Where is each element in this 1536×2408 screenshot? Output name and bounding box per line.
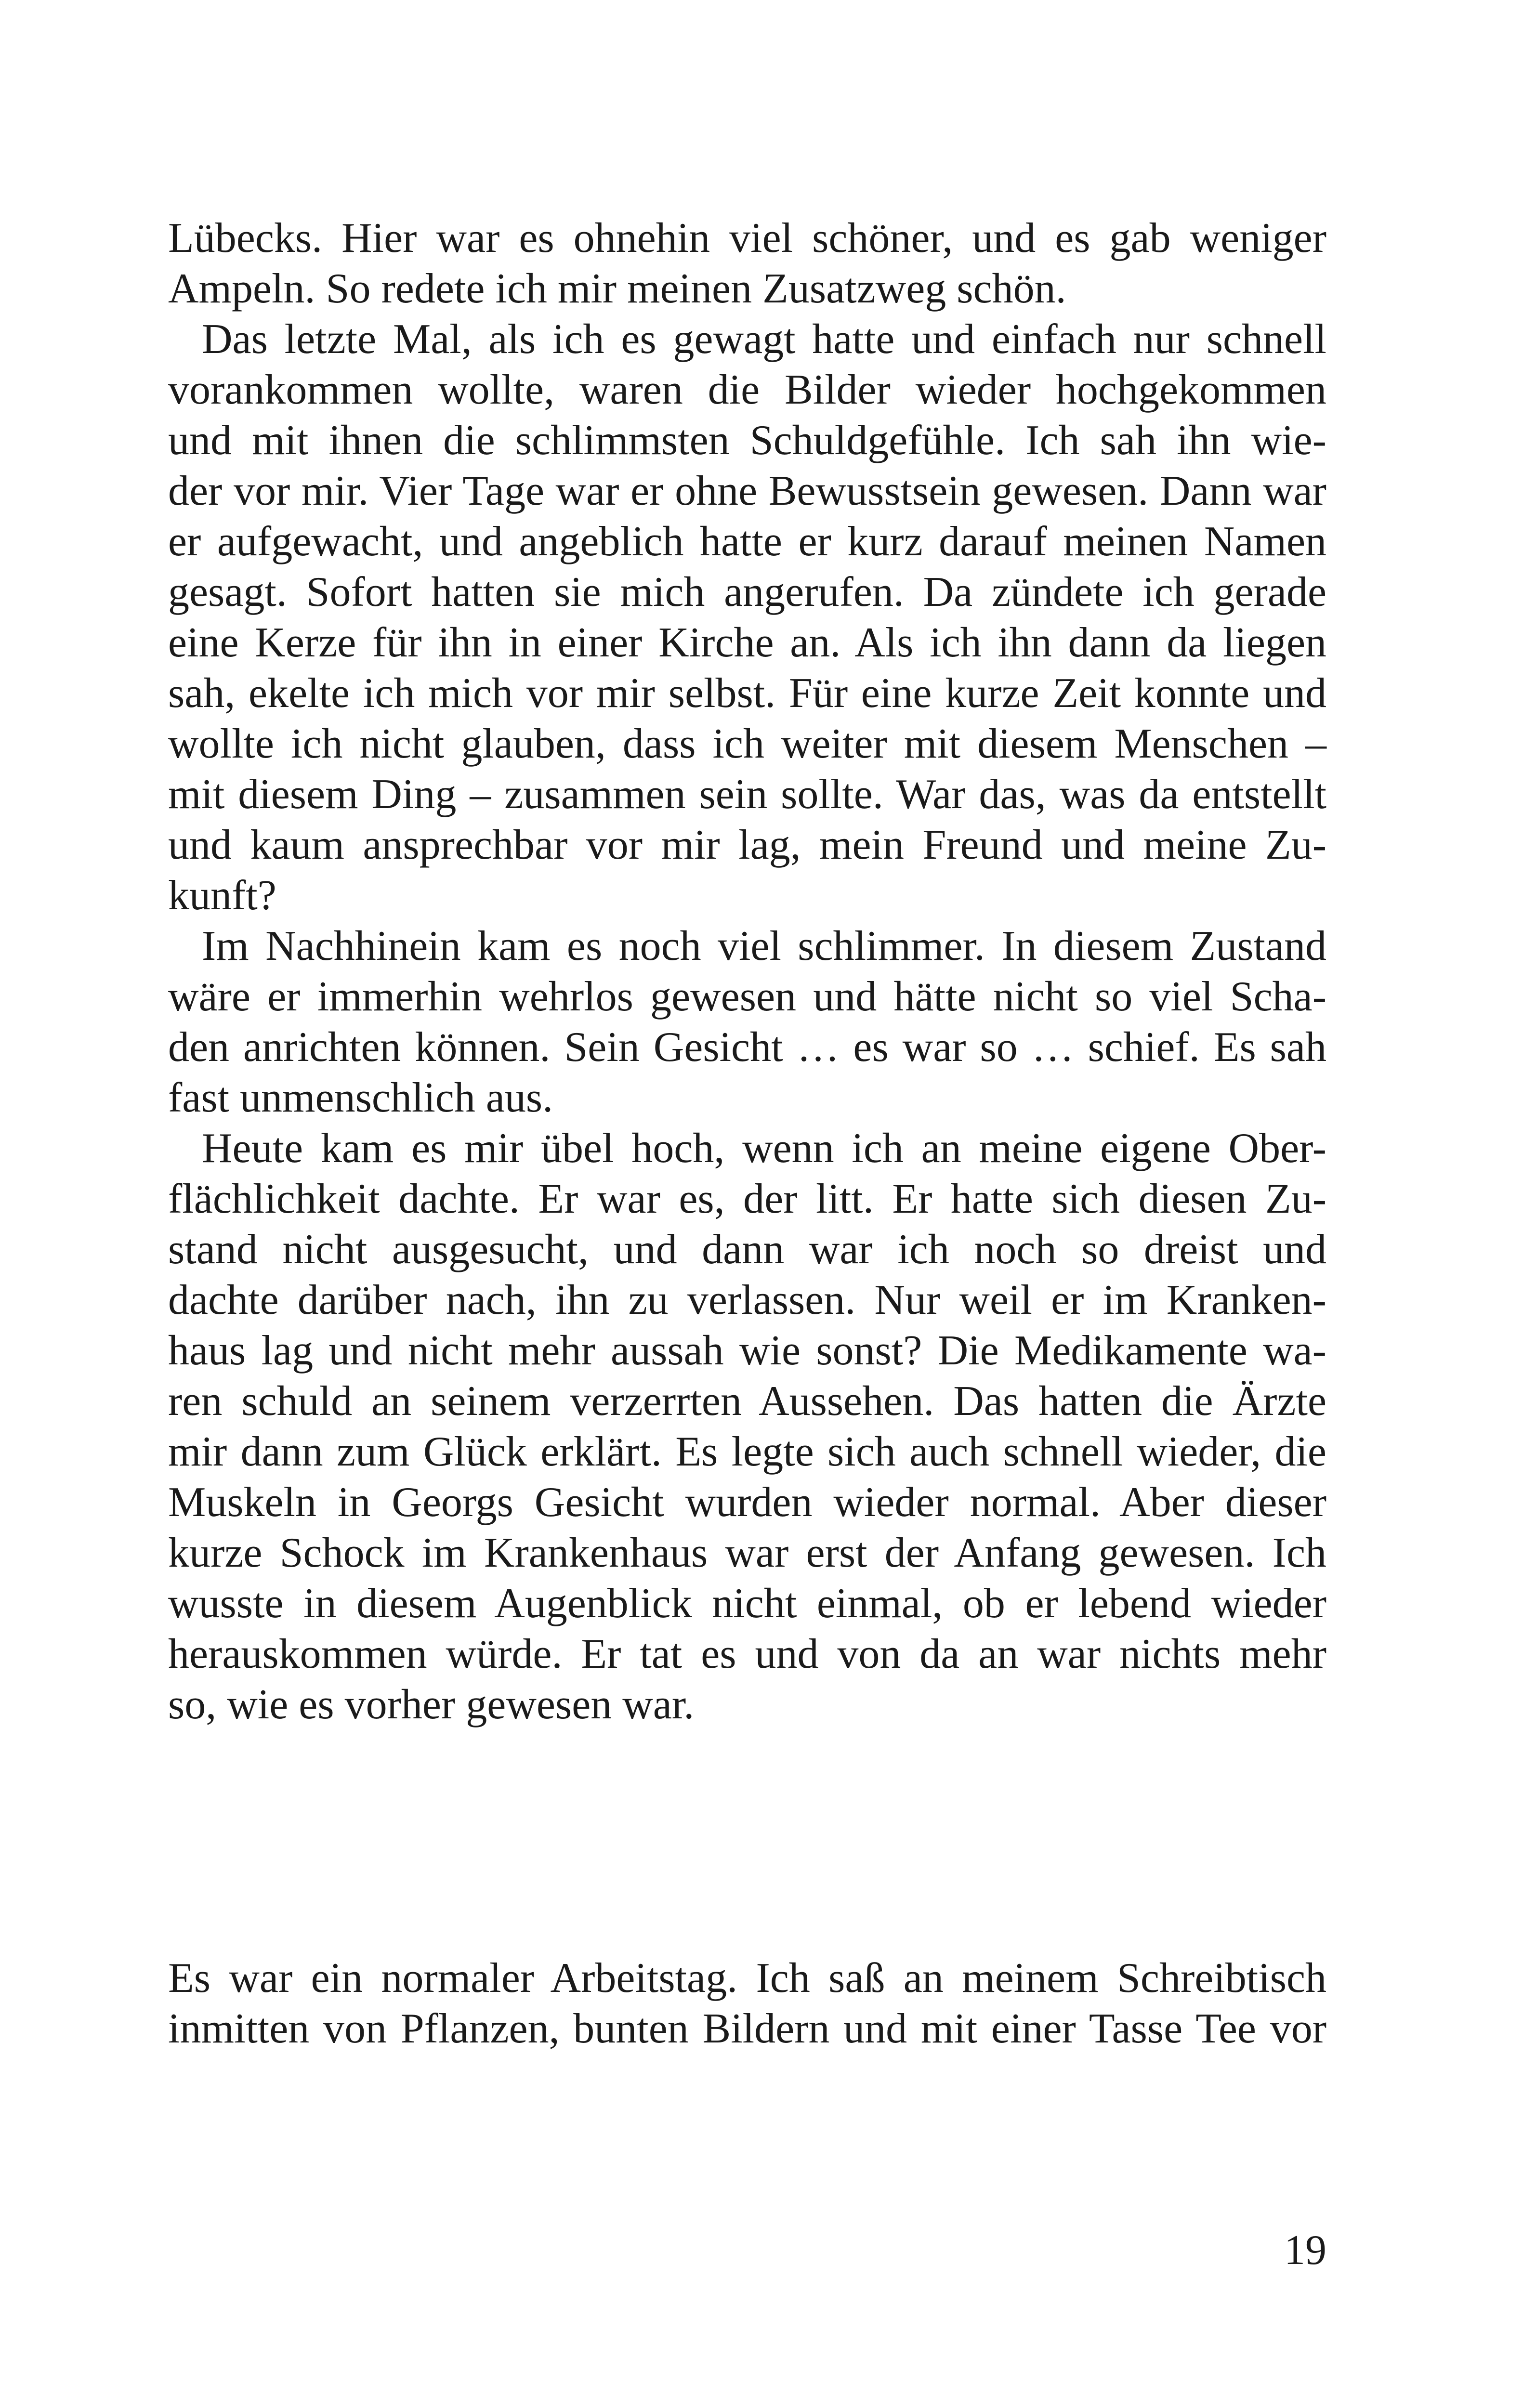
text-line: herauskommen würde. Er tat es und von da an war nichts mehr: [168, 1631, 1326, 1677]
text-line: der vor mir. Vier Tage war er ohne Bewusstsein gewesen. Dann war: [168, 468, 1326, 514]
text-line: wusste in diesem Augenblick nicht einmal, ob er lebend wieder: [168, 1580, 1326, 1627]
text-line: Muskeln in Georgs Gesicht wurden wieder normal. Aber dieser: [168, 1479, 1326, 1526]
text-line: und mit ihnen die schlimmsten Schuldgefühle. Ich sah ihn wie-: [168, 417, 1326, 464]
text-line: haus lag und nicht mehr aussah wie sonst? Die Medikamente wa-: [168, 1327, 1326, 1374]
text-line: er aufgewacht, und angeblich hatte er kurz darauf meinen Namen: [168, 518, 1326, 565]
text-line: kurze Schock im Krankenhaus war erst der Anfang gewesen. Ich: [168, 1530, 1326, 1576]
text-line: eine Kerze für ihn in einer Kirche an. Als ich ihn dann da liegen: [168, 619, 1326, 666]
text-line: so, wie es vorher gewesen war.: [168, 1681, 695, 1728]
text-line: kunft?: [168, 872, 276, 919]
text-line: Lübecks. Hier war es ohnehin viel schöner, und es gab weniger: [168, 215, 1326, 262]
text-line: den anrichten können. Sein Gesicht … es war so … schief. Es sah: [168, 1024, 1326, 1071]
text-line: gesagt. Sofort hatten sie mich angerufen. Da zündete ich gerade: [168, 569, 1326, 615]
text-line: mit diesem Ding – zusammen sein sollte. War das, was da entstellt: [168, 771, 1326, 818]
text-line: wäre er immerhin wehrlos gewesen und hätte nicht so viel Scha-: [168, 973, 1326, 1020]
text-line: wollte ich nicht glauben, dass ich weiter mit diesem Menschen –: [168, 720, 1326, 767]
text-line: mir dann zum Glück erklärt. Es legte sich auch schnell wieder, die: [168, 1428, 1326, 1475]
text-line: sah, ekelte ich mich vor mir selbst. Für eine kurze Zeit konnte und: [168, 670, 1326, 717]
text-line: und kaum ansprechbar vor mir lag, mein Freund und meine Zu-: [168, 822, 1326, 868]
text-line: fast unmenschlich aus.: [168, 1074, 553, 1121]
body-text-section-1: [168, 213, 1326, 1730]
text-line: stand nicht ausgesucht, und dann war ich noch so dreist und: [168, 1226, 1326, 1273]
text-line: Ampeln. So redete ich mir meinen Zusatzweg schön.: [168, 265, 1066, 312]
body-text-section-2: [168, 1953, 1326, 2054]
text-line: Es war ein normaler Arbeitstag. Ich saß an meinem Schreibtisch: [168, 1955, 1326, 2002]
text-line: inmitten von Pflanzen, bunten Bildern und mit einer Tasse Tee vor: [168, 2005, 1326, 2052]
text-line: vorankommen wollte, waren die Bilder wieder hochgekommen: [168, 366, 1326, 413]
text-line: flächlichkeit dachte. Er war es, der litt. Er hatte sich diesen Zu-: [168, 1176, 1326, 1222]
text-line: Das letzte Mal, als ich es gewagt hatte und einfach nur schnell: [202, 316, 1326, 363]
text-line: ren schuld an seinem verzerrten Aussehen. Das hatten die Ärzte: [168, 1378, 1326, 1425]
text-line: Heute kam es mir übel hoch, wenn ich an meine eigene Ober-: [202, 1125, 1326, 1172]
text-line: dachte darüber nach, ihn zu verlassen. Nur weil er im Kranken-: [168, 1277, 1326, 1323]
page-number: 19: [1284, 2227, 1326, 2274]
text-line: Im Nachhinein kam es noch viel schlimmer. In diesem Zustand: [202, 923, 1326, 969]
